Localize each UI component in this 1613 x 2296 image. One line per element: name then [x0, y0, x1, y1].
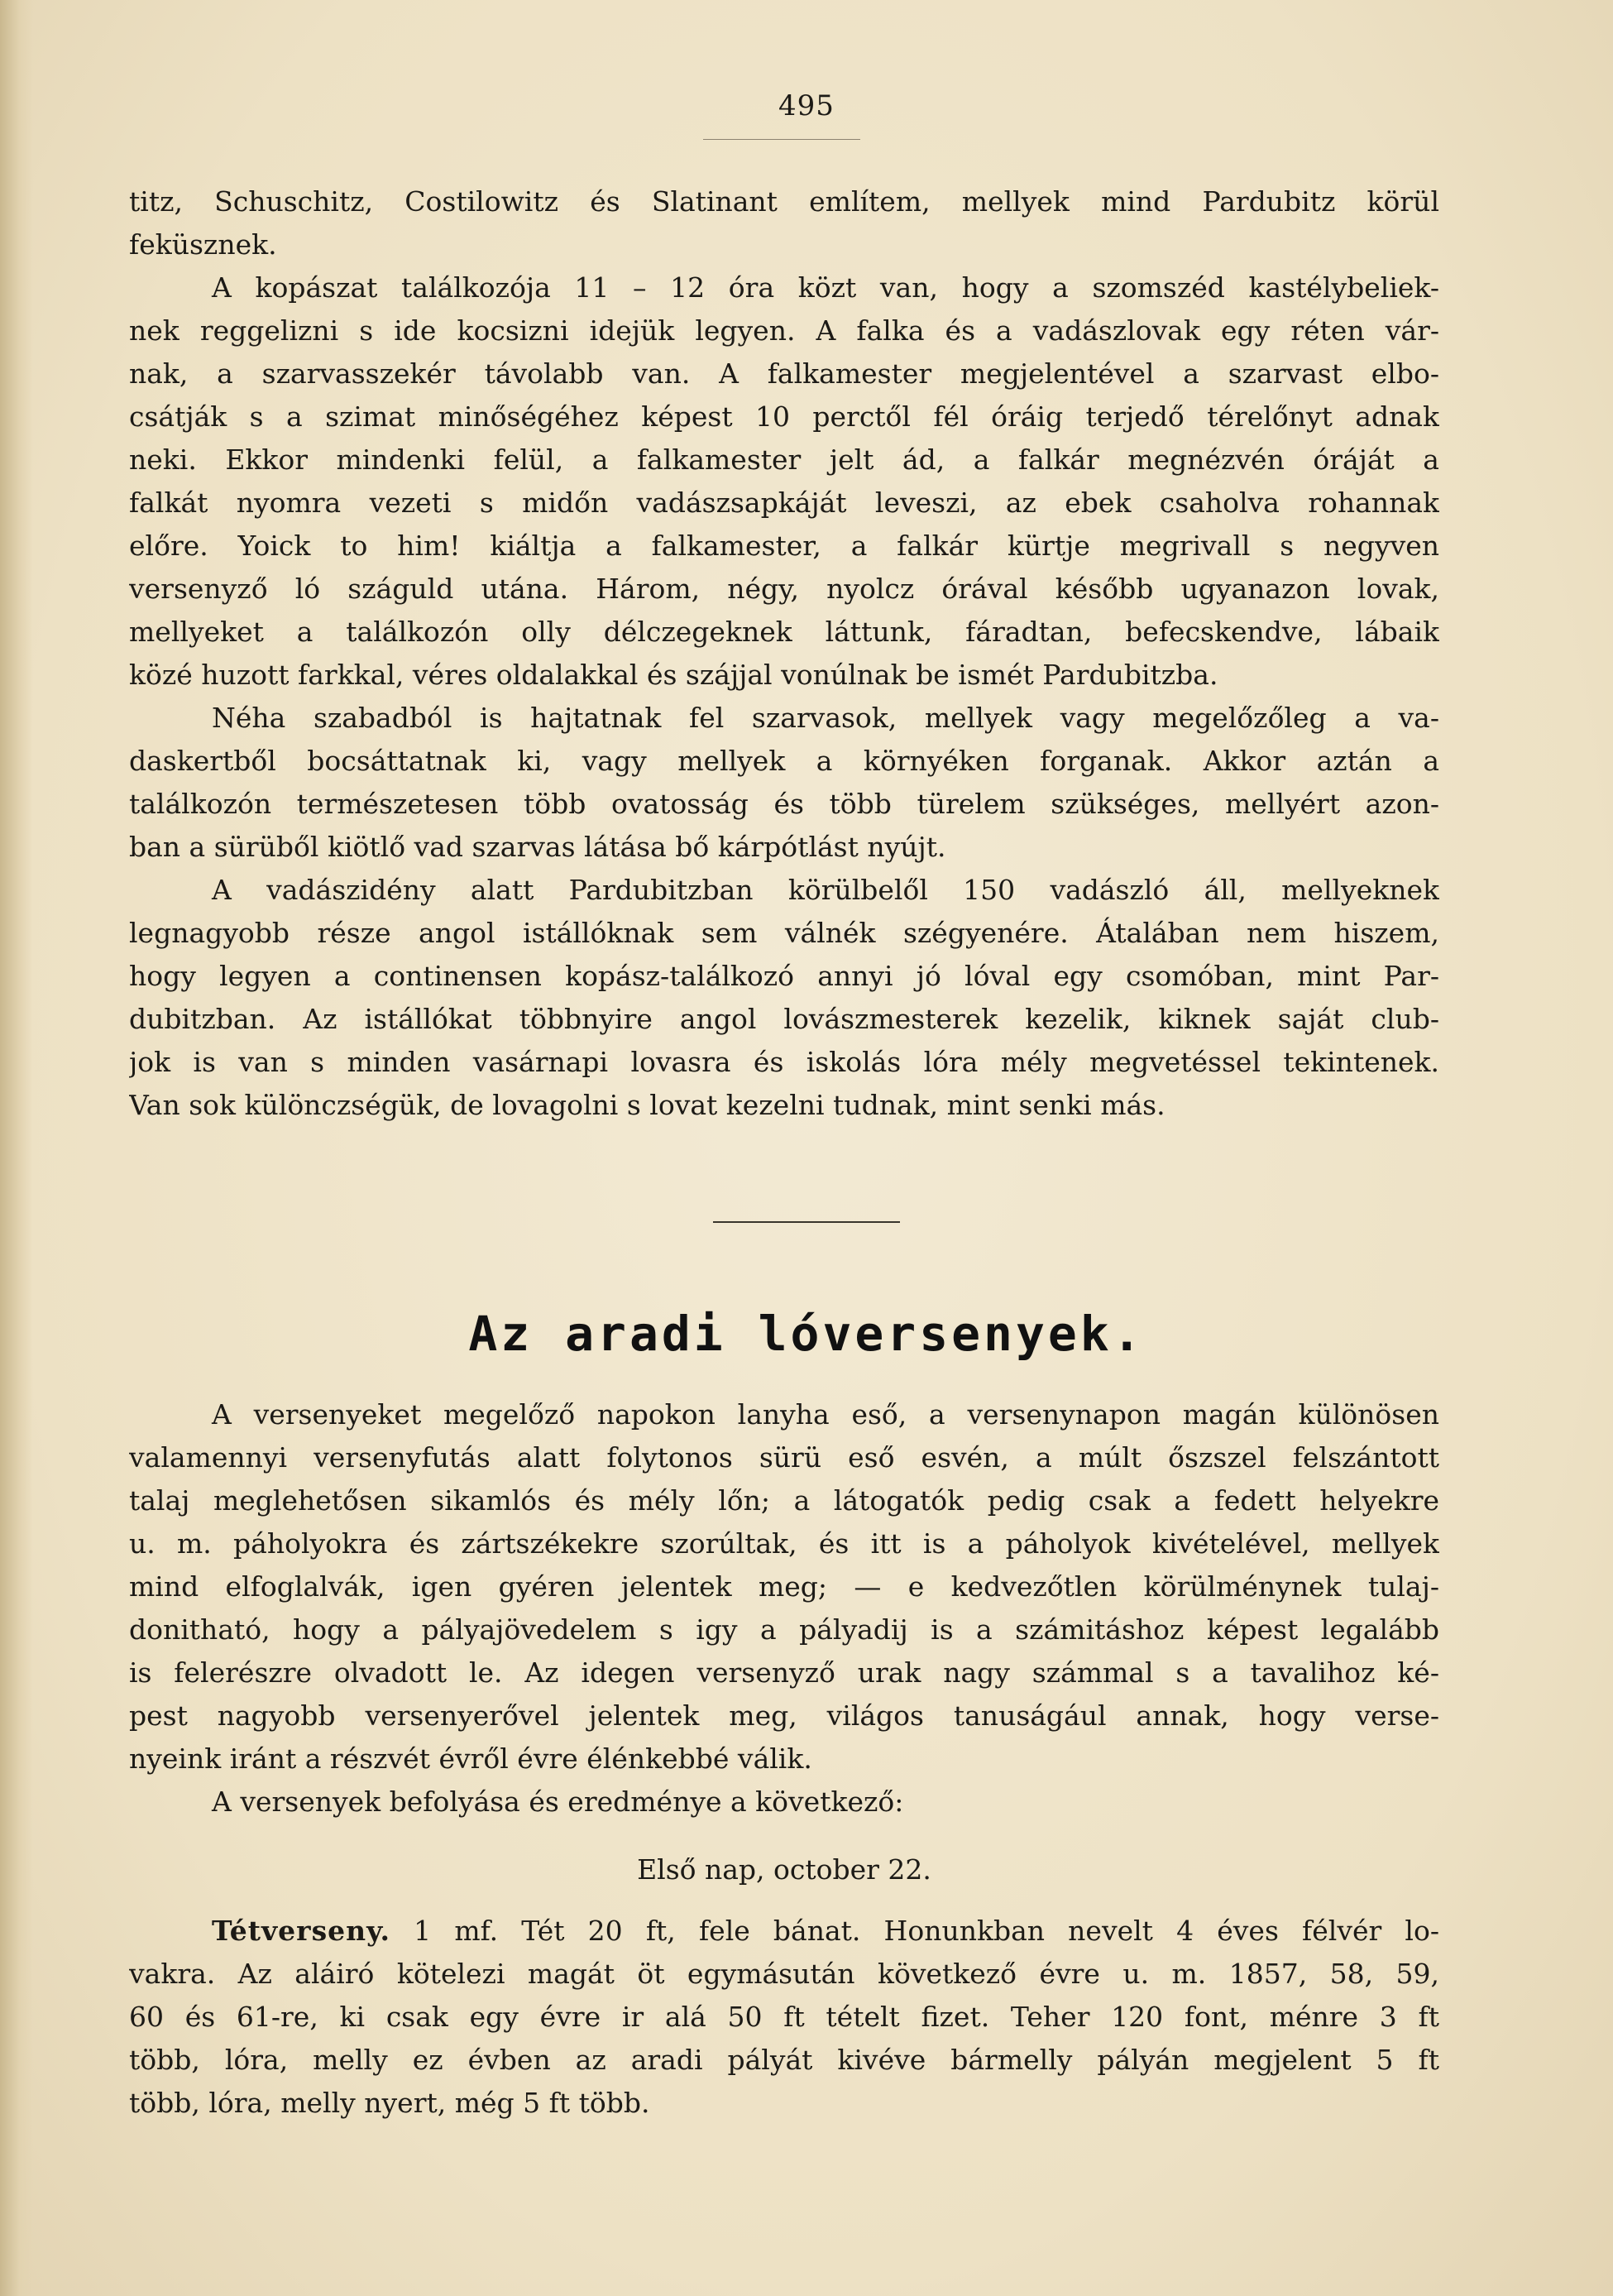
day-heading-block: [129, 1848, 1439, 1891]
text-line: donitható, hogy a pályajövedelem s igy a pályadij is a számitáshoz képest legalább: [129, 1613, 1439, 1646]
text-line: Van sok különczségük, de lovagolni s lovat kezelni tudnak, mint senki más.: [129, 1089, 1165, 1121]
text-line: több, lóra, melly nyert, még 5 ft több.: [129, 2087, 650, 2119]
text-line: titz, Schuschitz, Costilowitz és Slatinant említem, mellyek mind Pardubitz körül: [129, 185, 1439, 218]
text-line: jok is van s minden vasárnapi lovasra és iskolás lóra mély megvetéssel tekintenek.: [129, 1046, 1439, 1078]
text-line: A versenyek befolyása és eredménye a következő:: [212, 1786, 904, 1818]
text-line: versenyző ló száguld utána. Három, négy, nyolcz órával később ugyanazon lovak,: [129, 573, 1439, 605]
text-line: [129, 1910, 1439, 1953]
race-line: 1 mf. Tét 20 ft, fele bánat. Honunkban nevelt 4 éves félvér lo-: [390, 1915, 1439, 1947]
section-title: Az aradi lóversenyek.: [468, 1306, 1145, 1362]
race-name: Tétverseny.: [212, 1915, 391, 1947]
text-line: hogy legyen a continensen kopász-találkozó annyi jó lóval egy csomóban, mint Par-: [129, 960, 1439, 992]
text-line: daskertből bocsáttatnak ki, vagy mellyek a környéken forganak. Akkor aztán a: [129, 745, 1439, 777]
text-line: falkát nyomra vezeti s midőn vadászsapkáját leveszi, az ebek csaholva rohannak: [129, 487, 1439, 519]
day-heading: Első nap, october 22.: [637, 1853, 931, 1886]
page-number: 495: [778, 89, 835, 122]
text-line: találkozón természetesen több ovatosság és több türelem szükséges, mellyért azon-: [129, 788, 1439, 820]
text-line: is felerészre olvadott le. Az idegen versenyző urak nagy számmal s a tavalihoz ké-: [129, 1656, 1439, 1689]
page-number-rule: [703, 139, 860, 140]
text-line: nek reggelizni s ide kocsizni idejük legyen. A falka és a vadászlovak egy réten vár-: [129, 314, 1439, 347]
text-line: A kopászat találkozója 11 – 12 óra közt van, hogy a szomszéd kastélybeliek-: [212, 271, 1439, 304]
section2-text: [129, 1393, 1439, 1824]
text-line: dubitzban. Az istállókat többnyire angol lovászmesterek kezelik, kiknek saját club-: [129, 1003, 1439, 1035]
text-line: u. m. páholyokra és zártszékekre szorúltak, és itt is a páholyok kivételével, mellyek: [129, 1527, 1439, 1560]
text-line: mind elfoglalvák, igen gyéren jelentek meg; — e kedvezőtlen körülménynek tulaj-: [129, 1570, 1439, 1603]
text-line: nak, a szarvasszekér távolabb van. A falkamester megjelentével a szarvast elbo-: [129, 357, 1439, 390]
text-line: vakra. Az aláiró kötelezi magát öt egymásután következő évre u. m. 1857, 58, 59,: [129, 1958, 1439, 1990]
section1-text: [129, 180, 1439, 1127]
text-line: valamennyi versenyfutás alatt folytonos sürü eső esvén, a múlt őszszel felszántott: [129, 1441, 1439, 1474]
text-line: mellyeket a találkozón olly délczegeknek láttunk, fáradtan, befecskendve, lábaik: [129, 616, 1439, 648]
text-line: pest nagyobb versenyerővel jelentek meg, világos tanuságául annak, hogy verse-: [129, 1699, 1439, 1732]
text-line: több, lóra, melly ez évben az aradi pályát kivéve bármelly pályán megjelent 5 ft: [129, 2044, 1439, 2076]
text-line: talaj meglehetősen sikamlós és mély lőn; a látogatók pedig csak a fedett helyekre: [129, 1484, 1439, 1517]
text-line: A versenyeket megelőző napokon lanyha eső, a versenynapon magán különösen: [212, 1398, 1439, 1431]
text-line: nyeink iránt a részvét évről évre élénkebbé válik.: [129, 1742, 812, 1775]
text-line: neki. Ekkor mindenki felül, a falkamester jelt ád, a falkár megnézvén óráját a: [129, 443, 1439, 476]
text-line: legnagyobb része angol istállóknak sem válnék szégyenére. Átalában nem hiszem,: [129, 917, 1439, 949]
text-line: csátják s a szimat minőségéhez képest 10 perctől fél óráig terjedő térelőnyt adnak: [129, 400, 1439, 433]
section-divider: [713, 1221, 900, 1223]
text-line: A vadászidény alatt Pardubitzban körülbelől 150 vadászló áll, mellyeknek: [212, 874, 1439, 906]
text-line: feküsznek.: [129, 228, 277, 261]
text-line: 60 és 61-re, ki csak egy évre ir alá 50 ft tételt fizet. Teher 120 font, ménre 3 ft: [129, 2001, 1439, 2033]
text-line: előre. Yoick to him! kiáltja a falkamester, a falkár kürtje megrivall s negyven: [129, 530, 1439, 562]
binding-edge: [0, 0, 33, 2296]
race-text: [129, 1910, 1439, 2125]
text-line: közé huzott farkkal, véres oldalakkal és szájjal vonúlnak be ismét Pardubitzba.: [129, 659, 1218, 691]
text-line: Néha szabadból is hajtatnak fel szarvasok, mellyek vagy megelőzőleg a va-: [212, 702, 1439, 734]
text-line: ban a sürüből kiötlő vad szarvas látása bő kárpótlást nyújt.: [129, 831, 946, 863]
